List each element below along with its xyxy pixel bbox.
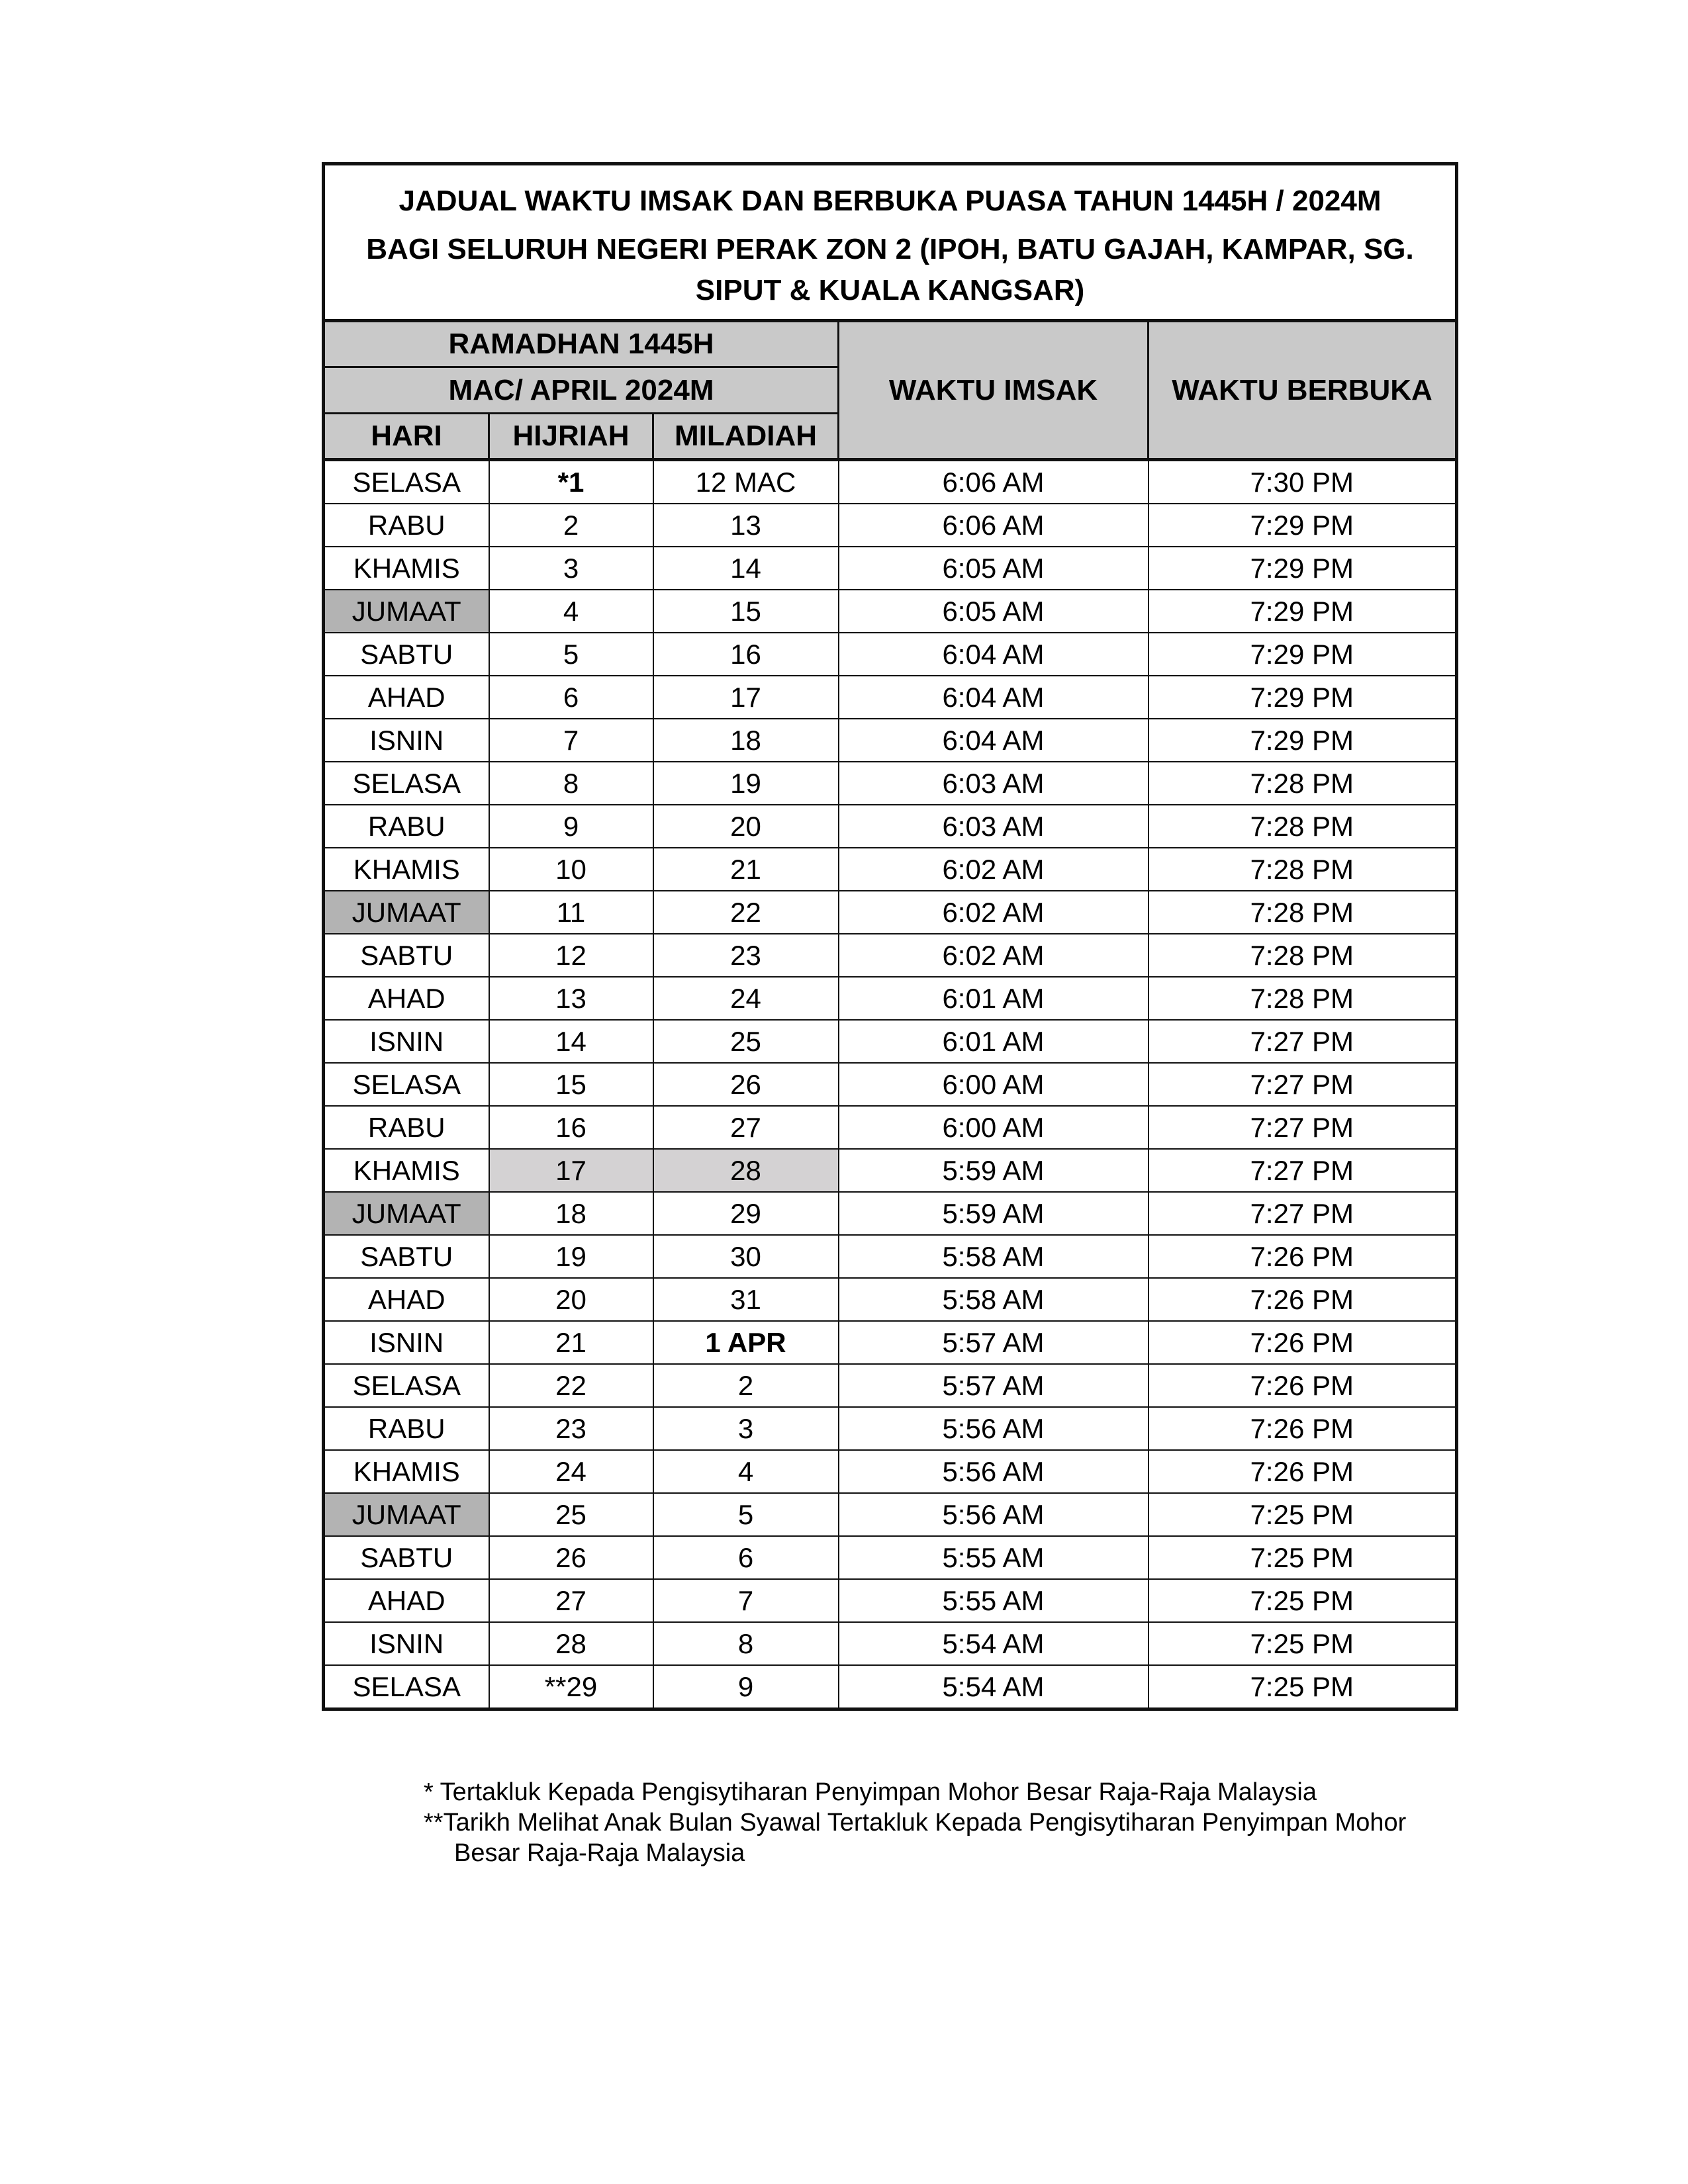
- cell-imsak-time: 6:03 AM: [839, 762, 1149, 805]
- cell-berbuka-time: 7:27 PM: [1149, 1106, 1457, 1149]
- cell-berbuka-time: 7:25 PM: [1149, 1536, 1457, 1579]
- cell-hijri: 9: [489, 805, 653, 848]
- cell-day: JUMAAT: [324, 1192, 489, 1235]
- table-row: [324, 1235, 1457, 1278]
- cell-day: AHAD: [324, 1579, 489, 1622]
- cell-day: KHAMIS: [324, 1450, 489, 1493]
- cell-gregorian: 2: [653, 1364, 839, 1407]
- cell-hijri: 26: [489, 1536, 653, 1579]
- cell-day: JUMAAT: [324, 891, 489, 934]
- table-row: [324, 977, 1457, 1020]
- cell-hijri: 13: [489, 977, 653, 1020]
- cell-imsak-time: 5:57 AM: [839, 1321, 1149, 1364]
- table-row: [324, 1321, 1457, 1364]
- imsak-berbuka-timetable: [322, 162, 1458, 1711]
- cell-gregorian: 20: [653, 805, 839, 848]
- cell-imsak-time: 6:02 AM: [839, 848, 1149, 891]
- table-row: [324, 1579, 1457, 1622]
- table-row: [324, 1450, 1457, 1493]
- table-row: [324, 762, 1457, 805]
- cell-berbuka-time: 7:28 PM: [1149, 805, 1457, 848]
- header-col-day: HARI: [324, 414, 489, 460]
- cell-day: SELASA: [324, 762, 489, 805]
- table-row: [324, 1278, 1457, 1321]
- cell-imsak-time: 5:56 AM: [839, 1407, 1149, 1450]
- cell-imsak-time: 6:06 AM: [839, 504, 1149, 547]
- cell-berbuka-time: 7:29 PM: [1149, 676, 1457, 719]
- cell-imsak-time: 6:00 AM: [839, 1063, 1149, 1106]
- cell-day: RABU: [324, 504, 489, 547]
- cell-imsak-time: 6:01 AM: [839, 977, 1149, 1020]
- cell-imsak-time: 6:02 AM: [839, 891, 1149, 934]
- cell-berbuka-time: 7:29 PM: [1149, 719, 1457, 762]
- cell-imsak-time: 5:54 AM: [839, 1622, 1149, 1665]
- cell-hijri: 8: [489, 762, 653, 805]
- cell-hijri: 25: [489, 1493, 653, 1536]
- cell-berbuka-time: 7:28 PM: [1149, 762, 1457, 805]
- cell-gregorian: 19: [653, 762, 839, 805]
- cell-gregorian: 27: [653, 1106, 839, 1149]
- cell-day: RABU: [324, 1407, 489, 1450]
- cell-gregorian: 9: [653, 1665, 839, 1709]
- cell-berbuka-time: 7:29 PM: [1149, 633, 1457, 676]
- cell-imsak-time: 5:58 AM: [839, 1235, 1149, 1278]
- cell-day: KHAMIS: [324, 1149, 489, 1192]
- table-row: [324, 547, 1457, 590]
- cell-berbuka-time: 7:26 PM: [1149, 1278, 1457, 1321]
- table-row: [324, 934, 1457, 977]
- cell-imsak-time: 6:05 AM: [839, 547, 1149, 590]
- cell-day: SABTU: [324, 934, 489, 977]
- cell-imsak-time: 6:05 AM: [839, 590, 1149, 633]
- cell-hijri: **29: [489, 1665, 653, 1709]
- cell-gregorian: 1 APR: [653, 1321, 839, 1364]
- table-row: [324, 1493, 1457, 1536]
- footnote-1: * Tertakluk Kepada Pengisytiharan Penyimpan Mohor Besar Raja-Raja Malaysia: [424, 1778, 1317, 1806]
- cell-day: SELASA: [324, 1063, 489, 1106]
- cell-day: JUMAAT: [324, 590, 489, 633]
- cell-gregorian: 7: [653, 1579, 839, 1622]
- cell-gregorian: 25: [653, 1020, 839, 1063]
- cell-gregorian: 23: [653, 934, 839, 977]
- title-box: [324, 164, 1457, 321]
- cell-day: AHAD: [324, 977, 489, 1020]
- table-row: [324, 1665, 1457, 1709]
- cell-berbuka-time: 7:29 PM: [1149, 590, 1457, 633]
- footnote-2-line2: Besar Raja-Raja Malaysia: [454, 1839, 745, 1867]
- cell-gregorian: 17: [653, 676, 839, 719]
- cell-gregorian: 24: [653, 977, 839, 1020]
- cell-hijri: *1: [489, 460, 653, 504]
- cell-berbuka-time: 7:25 PM: [1149, 1579, 1457, 1622]
- cell-day: KHAMIS: [324, 848, 489, 891]
- cell-berbuka-time: 7:25 PM: [1149, 1493, 1457, 1536]
- cell-imsak-time: 6:04 AM: [839, 676, 1149, 719]
- cell-hijri: 23: [489, 1407, 653, 1450]
- header-col-gregorian: MILADIAH: [653, 414, 839, 460]
- cell-imsak-time: 5:55 AM: [839, 1579, 1149, 1622]
- cell-gregorian: 5: [653, 1493, 839, 1536]
- cell-gregorian: 15: [653, 590, 839, 633]
- cell-berbuka-time: 7:29 PM: [1149, 504, 1457, 547]
- header-imsak: WAKTU IMSAK: [839, 321, 1149, 460]
- cell-imsak-time: 5:57 AM: [839, 1364, 1149, 1407]
- cell-gregorian: 16: [653, 633, 839, 676]
- cell-imsak-time: 6:04 AM: [839, 633, 1149, 676]
- cell-berbuka-time: 7:28 PM: [1149, 891, 1457, 934]
- table-row: [324, 848, 1457, 891]
- cell-hijri: 24: [489, 1450, 653, 1493]
- cell-day: SABTU: [324, 633, 489, 676]
- cell-berbuka-time: 7:26 PM: [1149, 1364, 1457, 1407]
- cell-berbuka-time: 7:25 PM: [1149, 1622, 1457, 1665]
- document-title: JADUAL WAKTU IMSAK DAN BERBUKA PUASA TAHUN 1445H / 2024M: [399, 185, 1382, 217]
- cell-hijri: 6: [489, 676, 653, 719]
- cell-hijri: 19: [489, 1235, 653, 1278]
- table-row: [324, 1020, 1457, 1063]
- cell-day: SABTU: [324, 1235, 489, 1278]
- cell-imsak-time: 5:56 AM: [839, 1450, 1149, 1493]
- table-row: [324, 460, 1457, 504]
- cell-imsak-time: 5:56 AM: [839, 1493, 1149, 1536]
- document-subtitle: BAGI SELURUH NEGERI PERAK ZON 2 (IPOH, BATU GAJAH, KAMPAR, SG. SIPUT & KUALA KANGSAR): [366, 233, 1414, 306]
- cell-hijri: 15: [489, 1063, 653, 1106]
- cell-gregorian: 3: [653, 1407, 839, 1450]
- cell-imsak-time: 6:06 AM: [839, 460, 1149, 504]
- cell-gregorian: 29: [653, 1192, 839, 1235]
- cell-hijri: 12: [489, 934, 653, 977]
- cell-hijri: 21: [489, 1321, 653, 1364]
- cell-day: SELASA: [324, 460, 489, 504]
- cell-gregorian: 13: [653, 504, 839, 547]
- cell-day: SELASA: [324, 1665, 489, 1709]
- cell-day: AHAD: [324, 676, 489, 719]
- cell-day: KHAMIS: [324, 547, 489, 590]
- cell-gregorian: 30: [653, 1235, 839, 1278]
- cell-day: SELASA: [324, 1364, 489, 1407]
- cell-gregorian: 6: [653, 1536, 839, 1579]
- cell-imsak-time: 5:59 AM: [839, 1149, 1149, 1192]
- table-row: [324, 590, 1457, 633]
- cell-berbuka-time: 7:28 PM: [1149, 977, 1457, 1020]
- cell-hijri: 22: [489, 1364, 653, 1407]
- cell-hijri: 14: [489, 1020, 653, 1063]
- cell-berbuka-time: 7:26 PM: [1149, 1450, 1457, 1493]
- header-berbuka: WAKTU BERBUKA: [1149, 321, 1457, 460]
- footnotes: [424, 1777, 1430, 1868]
- table-row: [324, 504, 1457, 547]
- cell-hijri: 16: [489, 1106, 653, 1149]
- cell-berbuka-time: 7:28 PM: [1149, 848, 1457, 891]
- cell-berbuka-time: 7:30 PM: [1149, 460, 1457, 504]
- cell-hijri: 20: [489, 1278, 653, 1321]
- table-row: [324, 1149, 1457, 1192]
- cell-hijri: 27: [489, 1579, 653, 1622]
- table-row: [324, 805, 1457, 848]
- cell-berbuka-time: 7:27 PM: [1149, 1020, 1457, 1063]
- table-row: [324, 719, 1457, 762]
- table-row: [324, 1622, 1457, 1665]
- cell-day: JUMAAT: [324, 1493, 489, 1536]
- cell-hijri: 10: [489, 848, 653, 891]
- cell-gregorian: 18: [653, 719, 839, 762]
- cell-berbuka-time: 7:25 PM: [1149, 1665, 1457, 1709]
- table-row: [324, 1407, 1457, 1450]
- cell-day: ISNIN: [324, 1321, 489, 1364]
- cell-hijri: 18: [489, 1192, 653, 1235]
- cell-imsak-time: 6:04 AM: [839, 719, 1149, 762]
- table-row: [324, 1063, 1457, 1106]
- cell-hijri: 7: [489, 719, 653, 762]
- cell-imsak-time: 5:54 AM: [839, 1665, 1149, 1709]
- cell-gregorian: 4: [653, 1450, 839, 1493]
- footnote-2-line1: **Tarikh Melihat Anak Bulan Syawal Tertakluk Kepada Pengisytiharan Penyimpan Mohor: [424, 1809, 1407, 1837]
- cell-day: RABU: [324, 805, 489, 848]
- cell-day: ISNIN: [324, 1020, 489, 1063]
- table-row: [324, 1536, 1457, 1579]
- cell-hijri: 17: [489, 1149, 653, 1192]
- cell-day: ISNIN: [324, 719, 489, 762]
- table-row: [324, 891, 1457, 934]
- cell-day: SABTU: [324, 1536, 489, 1579]
- cell-hijri: 4: [489, 590, 653, 633]
- cell-imsak-time: 6:02 AM: [839, 934, 1149, 977]
- cell-day: AHAD: [324, 1278, 489, 1321]
- cell-day: ISNIN: [324, 1622, 489, 1665]
- cell-gregorian: 26: [653, 1063, 839, 1106]
- cell-gregorian: 8: [653, 1622, 839, 1665]
- cell-imsak-time: 5:59 AM: [839, 1192, 1149, 1235]
- table-row: [324, 1106, 1457, 1149]
- cell-hijri: 11: [489, 891, 653, 934]
- cell-berbuka-time: 7:27 PM: [1149, 1192, 1457, 1235]
- cell-berbuka-time: 7:28 PM: [1149, 934, 1457, 977]
- header-col-hijri: HIJRIAH: [489, 414, 653, 460]
- cell-gregorian: 21: [653, 848, 839, 891]
- cell-hijri: 28: [489, 1622, 653, 1665]
- table-row: [324, 633, 1457, 676]
- cell-imsak-time: 6:00 AM: [839, 1106, 1149, 1149]
- header-hijri-month: RAMADHAN 1445H: [324, 321, 839, 367]
- cell-gregorian: 28: [653, 1149, 839, 1192]
- table-row: [324, 1192, 1457, 1235]
- cell-gregorian: 22: [653, 891, 839, 934]
- cell-day: RABU: [324, 1106, 489, 1149]
- table-row: [324, 1364, 1457, 1407]
- cell-berbuka-time: 7:29 PM: [1149, 547, 1457, 590]
- cell-gregorian: 14: [653, 547, 839, 590]
- header-gregorian-months: MAC/ APRIL 2024M: [324, 367, 839, 414]
- cell-hijri: 5: [489, 633, 653, 676]
- cell-berbuka-time: 7:26 PM: [1149, 1407, 1457, 1450]
- cell-berbuka-time: 7:27 PM: [1149, 1149, 1457, 1192]
- cell-gregorian: 31: [653, 1278, 839, 1321]
- cell-berbuka-time: 7:27 PM: [1149, 1063, 1457, 1106]
- cell-imsak-time: 6:03 AM: [839, 805, 1149, 848]
- cell-imsak-time: 5:58 AM: [839, 1278, 1149, 1321]
- cell-gregorian: 12 MAC: [653, 460, 839, 504]
- cell-hijri: 3: [489, 547, 653, 590]
- cell-imsak-time: 5:55 AM: [839, 1536, 1149, 1579]
- cell-imsak-time: 6:01 AM: [839, 1020, 1149, 1063]
- cell-berbuka-time: 7:26 PM: [1149, 1321, 1457, 1364]
- table-row: [324, 676, 1457, 719]
- cell-berbuka-time: 7:26 PM: [1149, 1235, 1457, 1278]
- cell-hijri: 2: [489, 504, 653, 547]
